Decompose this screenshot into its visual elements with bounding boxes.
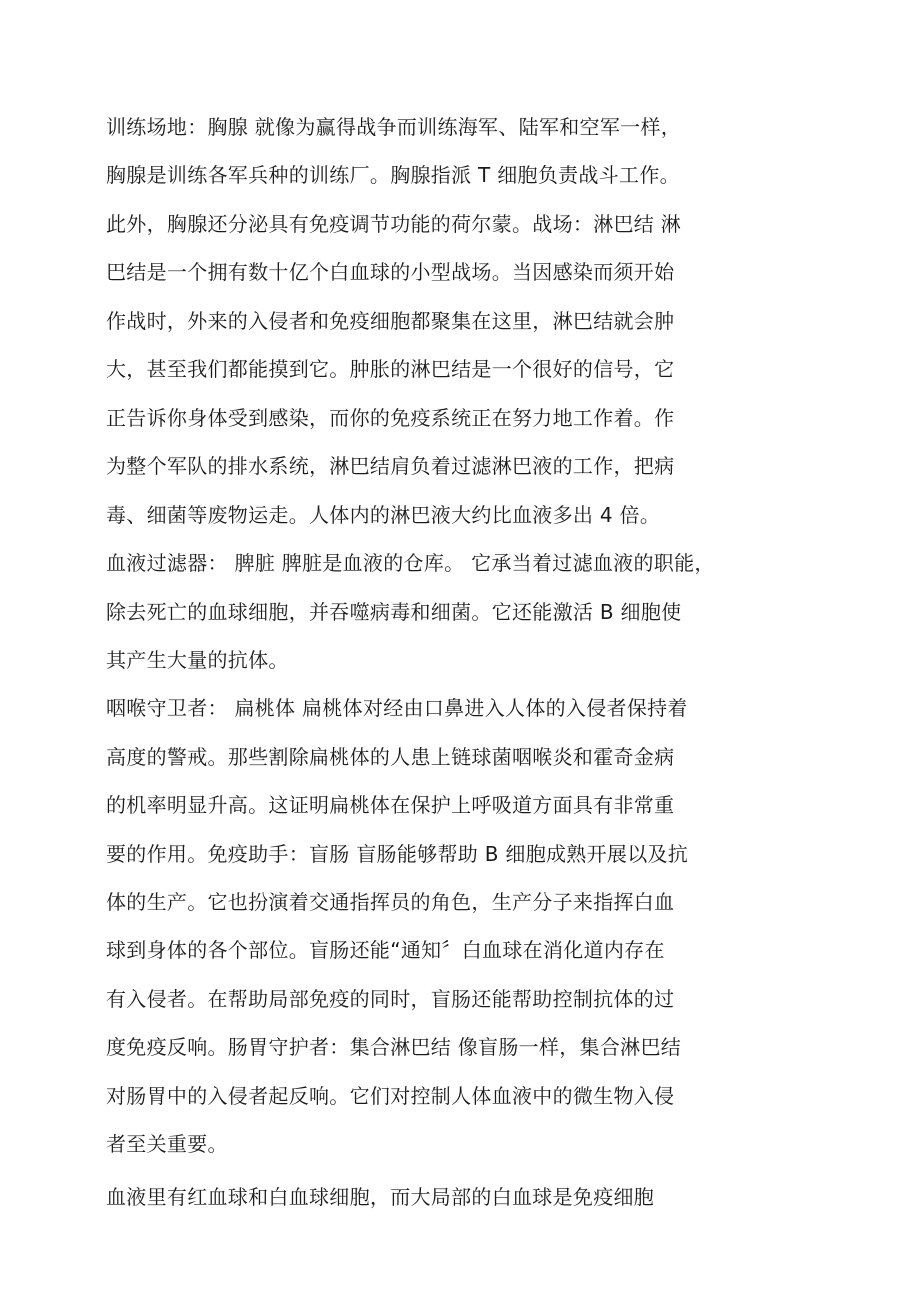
text-line: 血液里有红血球和白血球细胞，而大局部的白血球是免疫细胞 <box>106 1185 655 1209</box>
text-line: 的机率明显升高。这证明扁桃体在保护上呼吸道方面具有非常重 <box>106 793 675 817</box>
text-line: 血液过滤器： 脾脏 脾脏是血液的仓库。 它承当着过滤血液的职能， <box>106 551 715 575</box>
text-line: 高度的警戒。那些割除扁桃体的人患上链球菌咽喉炎和霍奇金病 <box>106 745 675 769</box>
text-line: 要的作用。免疫助手：盲肠 盲肠能够帮助 B 细胞成熟开展以及抗 <box>106 842 689 866</box>
text-line: 度免疫反响。肠胃守护者：集合淋巴结 像盲肠一样，集合淋巴结 <box>106 1035 682 1059</box>
text-line: 训练场地：胸腺 就像为赢得战争而训练海军、陆军和空军一样， <box>106 115 682 139</box>
text-line: 巴结是一个拥有数十亿个白血球的小型战场。当因感染而须开始 <box>106 260 675 284</box>
text-line: 毒、细菌等废物运走。人体内的淋巴液大约比血液多出 4 倍。 <box>106 503 661 527</box>
text-line: 大，甚至我们都能摸到它。肿胀的淋巴结是一个很好的信号，它 <box>106 357 675 381</box>
text-line: 正告诉你身体受到感染，而你的免疫系统正在努力地工作着。作 <box>106 406 675 430</box>
text-line: 对肠胃中的入侵者起反响。它们对控制人体血液中的微生物入侵 <box>106 1084 675 1108</box>
text-line: 者至关重要。 <box>106 1132 228 1156</box>
text-line: 体的生产。它也扮演着交通指挥员的角色，生产分子来指挥白血 <box>106 890 675 914</box>
text-line: 此外，胸腺还分泌具有免疫调节功能的荷尔蒙。战场：淋巴结 淋 <box>106 212 682 236</box>
text-line: 有入侵者。在帮助局部免疫的同时，盲肠还能帮助控制抗体的过 <box>106 987 675 1011</box>
text-line: 球到身体的各个部位。盲肠还能“通知〞白血球在消化道内存在 <box>106 938 665 962</box>
text-line: 除去死亡的血球细胞，并吞噬病毒和细菌。它还能激活 B 细胞使 <box>106 600 682 624</box>
text-line: 胸腺是训练各军兵种的训练厂。胸腺指派 T 细胞负责战斗工作。 <box>106 163 680 187</box>
text-line: 为整个军队的排水系统，淋巴结肩负着过滤淋巴液的工作，把病 <box>106 454 675 478</box>
text-line: 作战时，外来的入侵者和免疫细胞都聚集在这里，淋巴结就会肿 <box>106 309 675 333</box>
text-line: 咽喉守卫者： 扁桃体 扁桃体对经由口鼻进入人体的入侵者保持着 <box>106 696 688 720</box>
text-line: 其产生大量的抗体。 <box>106 648 289 672</box>
